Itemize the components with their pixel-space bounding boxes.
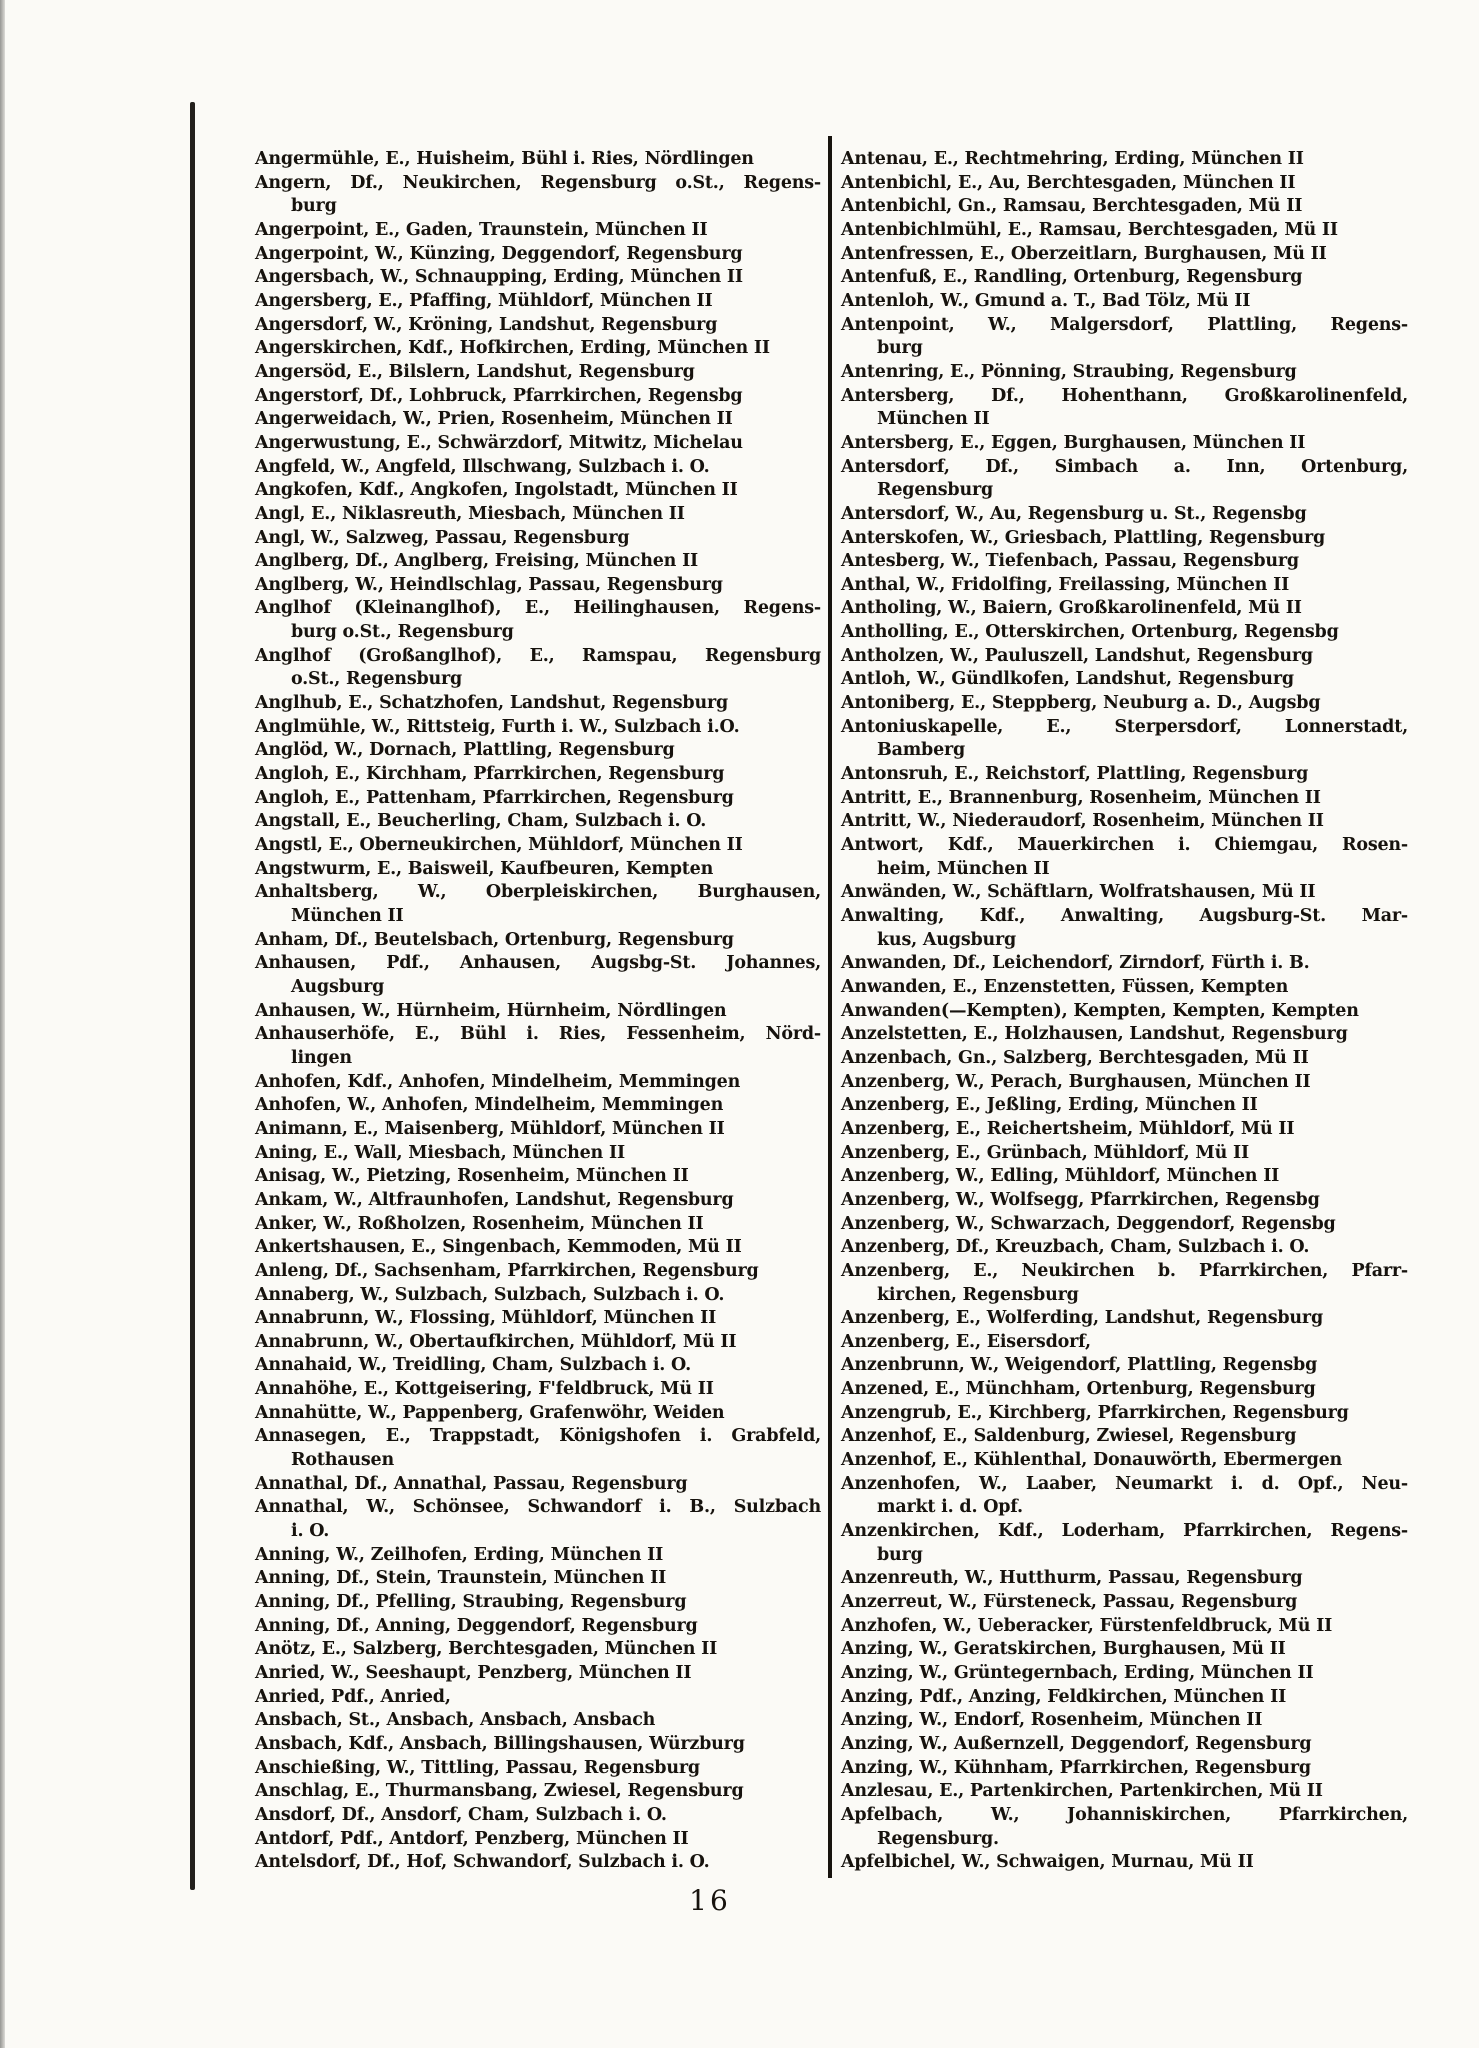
entry-line: Antenbichl, E., Au, Berchtesgaden, München II <box>841 172 1296 193</box>
column-divider <box>828 136 832 1878</box>
entry-line: Anzenberg, E., Wolferding, Landshut, Regensburg <box>841 1308 1323 1329</box>
entry-line: Angerwustung, E., Schwärzdorf, Mitwitz, Michelau <box>255 432 743 453</box>
entry-line: Annaberg, W., Sulzbach, Sulzbach, Sulzbach i. O. <box>255 1284 725 1305</box>
entry-line: Antenpoint, W., Malgersdorf, Plattling, Regens- <box>841 314 1408 335</box>
entry-line: Anglhub, E., Schatzhofen, Landshut, Regensburg <box>255 693 729 714</box>
entry-line: Angkofen, Kdf., Angkofen, Ingolstadt, München II <box>255 480 738 501</box>
entry-line: Angl, E., Niklasreuth, Miesbach, München II <box>255 503 685 524</box>
entry-line: Anleng, Df., Sachsenham, Pfarrkirchen, Regensburg <box>255 1260 759 1281</box>
entry-line: Anglhof (Großanglhof), E., Ramspau, Regensburg <box>255 645 821 666</box>
entry-line: Anzenberg, E., Neukirchen b. Pfarrkirchen, Pfarr- <box>841 1260 1408 1281</box>
entry-line: Ansbach, Kdf., Ansbach, Billingshausen, Würzburg <box>255 1733 745 1754</box>
entry-line: Anschlag, E., Thurmansbang, Zwiesel, Regensburg <box>255 1781 744 1802</box>
entry-line: Antholzen, W., Pauluszell, Landshut, Regensburg <box>841 645 1313 666</box>
entry-line: Anzerreut, W., Fürsteneck, Passau, Regensburg <box>841 1592 1298 1613</box>
entry-line: Antritt, W., Niederaudorf, Rosenheim, München II <box>841 811 1324 832</box>
entry-line: Anwanden, Df., Leichendorf, Zirndorf, Fürth i. B. <box>841 953 1310 974</box>
entry-line: München II <box>291 906 404 926</box>
entry-line: Anried, W., Seeshaupt, Penzberg, München II <box>255 1663 692 1683</box>
entry-line: burg o.St., Regensburg <box>291 622 514 643</box>
entry-line: Apfelbach, W., Johanniskirchen, Pfarrkirchen, <box>841 1804 1408 1825</box>
entry-line: Anried, Pdf., Anried, <box>255 1686 451 1707</box>
entry-line: Angerpoint, W., Künzing, Deggendorf, Regensburg <box>255 243 743 264</box>
entry-line: Anning, Df., Anning, Deggendorf, Regensburg <box>255 1615 698 1636</box>
entry-line: Anterskofen, W., Griesbach, Plattling, Regensburg <box>841 527 1326 548</box>
entry-line: Angerskirchen, Kdf., Hofkirchen, Erding, München II <box>255 338 770 359</box>
entry-line: Anglberg, W., Heindlschlag, Passau, Regensburg <box>255 574 723 595</box>
entry-line: Angloh, E., Kirchham, Pfarrkirchen, Regensburg <box>255 764 725 785</box>
entry-line: Angerweidach, W., Prien, Rosenheim, München II <box>255 409 733 430</box>
entry-line: Anhausen, Pdf., Anhausen, Augsbg-St. Johannes, <box>255 953 821 974</box>
entry-line: Animann, E., Maisenberg, Mühldorf, München II <box>255 1118 725 1139</box>
entry-line: Anisag, W., Pietzing, Rosenheim, München II <box>255 1166 689 1187</box>
entry-line: Antenau, E., Rechtmehring, Erding, München II <box>841 149 1304 169</box>
entry-line: Anning, W., Zeilhofen, Erding, München II <box>255 1544 664 1565</box>
entry-line: Anzelstetten, E., Holzhausen, Landshut, Regensburg <box>841 1024 1348 1045</box>
entry-line: Anzenbach, Gn., Salzberg, Berchtesgaden, Mü II <box>841 1047 1309 1068</box>
entry-line: Antenloh, W., Gmund a. T., Bad Tölz, Mü II <box>841 290 1251 311</box>
entry-line: Angersberg, E., Pfaffing, Mühldorf, München II <box>255 290 713 311</box>
entry-line: Annahöhe, E., Kottgeisering, F'feldbruck, Mü II <box>255 1379 714 1400</box>
entry-line: Antenbichl, Gn., Ramsau, Berchtesgaden, Mü II <box>841 196 1303 217</box>
entry-line: Anschießing, W., Tittling, Passau, Regensburg <box>255 1757 700 1778</box>
entry-line: Angerpoint, E., Gaden, Traunstein, München II <box>255 219 708 240</box>
entry-line: Anzlesau, E., Partenkirchen, Partenkirchen, Mü II <box>841 1781 1323 1802</box>
entry-line: Aning, E., Wall, Miesbach, München II <box>255 1142 625 1163</box>
entry-line: Antenbichlmühl, E., Ramsau, Berchtesgaden, Mü II <box>841 219 1338 240</box>
entry-line: Angern, Df., Neukirchen, Regensburg o.St., Regens- <box>255 172 821 193</box>
entry-line: Regensburg <box>877 480 994 501</box>
entry-line: Antenfuß, E., Randling, Ortenburg, Regensburg <box>841 267 1303 288</box>
gutter-shadow-line <box>190 102 195 1890</box>
right-column <box>841 148 1408 1875</box>
entry-line: Antloh, W., Gündlkofen, Landshut, Regensburg <box>841 669 1294 690</box>
entry-line: Anglhof (Kleinanglhof), E., Heilinghausen, Regens- <box>255 598 821 619</box>
entry-line: Anwanden, E., Enzenstetten, Füssen, Kempten <box>841 976 1289 997</box>
entry-line: burg <box>291 196 337 217</box>
entry-line: Anzenhofen, W., Laaber, Neumarkt i. d. Opf., Neu- <box>841 1473 1408 1494</box>
entry-line: Angfeld, W., Angfeld, Illschwang, Sulzbach i. O. <box>255 456 710 477</box>
entry-line: o.St., Regensburg <box>291 669 463 690</box>
entry-line: Annathal, W., Schönsee, Schwandorf i. B., Sulzbach <box>255 1497 821 1518</box>
entry-line: Anwalting, Kdf., Anwalting, Augsburg-St. Mar- <box>841 906 1408 926</box>
entry-line: Anzing, W., Außernzell, Deggendorf, Regensburg <box>841 1733 1312 1754</box>
entry-line: Anzenberg, W., Edling, Mühldorf, München II <box>841 1166 1280 1187</box>
entry-line: Anwänden, W., Schäftlarn, Wolfratshausen, Mü II <box>841 882 1316 903</box>
entry-line: Antritt, E., Brannenburg, Rosenheim, München II <box>841 787 1321 808</box>
entry-line: Regensburg. <box>877 1828 999 1849</box>
entry-line: Anhauserhöfe, E., Bühl i. Ries, Fessenheim, Nörd- <box>255 1024 821 1045</box>
entry-line: Anzenberg, W., Schwarzach, Deggendorf, Regensbg <box>841 1213 1336 1234</box>
entry-line: Anzenberg, W., Perach, Burghausen, München II <box>841 1071 1311 1092</box>
entry-line: Angermühle, E., Huisheim, Bühl i. Ries, Nördlingen <box>255 149 754 169</box>
entry-line: Angstwurm, E., Baisweil, Kaufbeuren, Kempten <box>255 858 714 879</box>
entry-line: Angersdorf, W., Kröning, Landshut, Regensburg <box>255 314 718 335</box>
entry-line: Ansbach, St., Ansbach, Ansbach, Ansbach <box>255 1710 656 1731</box>
entry-line: Anhofen, Kdf., Anhofen, Mindelheim, Memmingen <box>255 1071 741 1092</box>
scan-edge-shadow <box>0 0 5 2048</box>
entry-line: Rothausen <box>291 1450 394 1471</box>
entry-line: Anning, Df., Pfelling, Straubing, Regensburg <box>255 1592 687 1613</box>
entry-line: Antesberg, W., Tiefenbach, Passau, Regensburg <box>841 551 1299 572</box>
entry-line: Antenfressen, E., Oberzeitlarn, Burghausen, Mü II <box>841 243 1327 264</box>
entry-line: Anhofen, W., Anhofen, Mindelheim, Memmingen <box>255 1095 724 1116</box>
entry-line: Angloh, E., Pattenham, Pfarrkirchen, Regensburg <box>255 787 734 808</box>
entry-line: Angersbach, W., Schnaupping, Erding, München II <box>255 267 743 288</box>
entry-line: Antelsdorf, Df., Hof, Schwandorf, Sulzbach i. O. <box>255 1852 710 1873</box>
entry-line: Anzenbrunn, W., Weigendorf, Plattling, Regensbg <box>841 1355 1318 1376</box>
entry-line: Annahütte, W., Pappenberg, Grafenwöhr, Weiden <box>255 1402 725 1423</box>
entry-line: i. O. <box>291 1521 330 1542</box>
entry-line: Anzenberg, E., Jeßling, Erding, München II <box>841 1095 1258 1116</box>
entry-line: Antholing, W., Baiern, Großkarolinenfeld, Mü II <box>841 598 1302 619</box>
entry-line: Apfelbichel, W., Schwaigen, Murnau, Mü II <box>841 1852 1254 1873</box>
entry-line: Anning, Df., Stein, Traunstein, München II <box>255 1568 667 1589</box>
entry-line: markt i. d. Opf. <box>877 1497 1023 1518</box>
entry-line: Anzhofen, W., Ueberacker, Fürstenfeldbruck, Mü II <box>841 1615 1333 1636</box>
entry-line: Antersberg, E., Eggen, Burghausen, München II <box>841 432 1306 453</box>
entry-line: Annabrunn, W., Obertaufkirchen, Mühldorf, Mü II <box>255 1331 737 1352</box>
entry-line: Ankertshausen, E., Singenbach, Kemmoden, Mü II <box>255 1237 742 1258</box>
entry-line: Antersdorf, Df., Simbach a. Inn, Ortenburg, <box>841 456 1408 477</box>
entry-line: Augsburg <box>291 976 385 997</box>
entry-line: Anzened, E., Münchham, Ortenburg, Regensburg <box>841 1379 1316 1400</box>
entry-line: Anzenberg, E., Eisersdorf, <box>841 1331 1091 1352</box>
entry-line: Anzing, W., Geratskirchen, Burghausen, Mü II <box>841 1639 1286 1660</box>
entry-line: Anhaltsberg, W., Oberpleiskirchen, Burghausen, <box>255 882 821 903</box>
entry-line: Anzing, W., Kühnham, Pfarrkirchen, Regensburg <box>841 1757 1311 1778</box>
entry-line: Bamberg <box>877 740 966 761</box>
entry-line: Antonsruh, E., Reichstorf, Plattling, Regensburg <box>841 764 1309 785</box>
entry-line: Ansdorf, Df., Ansdorf, Cham, Sulzbach i. O. <box>255 1804 667 1825</box>
entry-line: Anzenberg, E., Grünbach, Mühldorf, Mü II <box>841 1142 1249 1163</box>
entry-line: Angerstorf, Df., Lohbruck, Pfarrkirchen, Regensbg <box>255 385 743 406</box>
entry-line: Anker, W., Roßholzen, Rosenheim, München II <box>255 1213 704 1234</box>
entry-line: Angstl, E., Oberneukirchen, Mühldorf, München II <box>255 835 743 856</box>
entry-line: Antoniberg, E., Steppberg, Neuburg a. D., Augsbg <box>841 693 1321 714</box>
entry-line: Anzenhof, E., Kühlenthal, Donauwörth, Ebermergen <box>841 1450 1343 1471</box>
entry-line: Anötz, E., Salzberg, Berchtesgaden, München II <box>255 1639 718 1660</box>
entry-line: Anzenberg, E., Reichertsheim, Mühldorf, Mü II <box>841 1118 1295 1139</box>
entry-line: kirchen, Regensburg <box>877 1284 1079 1305</box>
entry-line: burg <box>877 1544 923 1565</box>
entry-line: Anham, Df., Beutelsbach, Ortenburg, Regensburg <box>255 929 734 950</box>
entry-line: Anglöd, W., Dornach, Plattling, Regensburg <box>255 740 675 761</box>
entry-line: kus, Augsburg <box>877 929 1017 950</box>
entry-line: Antersberg, Df., Hohenthann, Großkarolinenfeld, <box>841 385 1408 406</box>
entry-line: Anzing, W., Endorf, Rosenheim, München II <box>841 1710 1263 1731</box>
entry-line: Anzenberg, W., Wolfsegg, Pfarrkirchen, Regensbg <box>841 1189 1320 1210</box>
entry-line: Ankam, W., Altfraunhofen, Landshut, Regensburg <box>255 1189 734 1210</box>
entry-line: heim, München II <box>877 858 1050 879</box>
entry-line: Angstall, E., Beucherling, Cham, Sulzbach i. O. <box>255 811 707 832</box>
entry-line: Antdorf, Pdf., Antdorf, Penzberg, München II <box>255 1828 689 1849</box>
entry-line: Antoniuskapelle, E., Sterpersdorf, Lonnerstadt, <box>841 716 1408 737</box>
page-number: 16 <box>689 1884 731 1917</box>
entry-line: Anhausen, W., Hürnheim, Hürnheim, Nördlingen <box>255 1000 727 1021</box>
entry-line: Anzing, Pdf., Anzing, Feldkirchen, München II <box>841 1686 1287 1707</box>
entry-line: Anzenberg, Df., Kreuzbach, Cham, Sulzbach i. O. <box>841 1237 1310 1258</box>
entry-line: Anzengrub, E., Kirchberg, Pfarrkirchen, Regensburg <box>841 1402 1349 1423</box>
entry-line: Annathal, Df., Annathal, Passau, Regensburg <box>255 1473 688 1494</box>
entry-line: Antholling, E., Otterskirchen, Ortenburg, Regensbg <box>841 622 1339 643</box>
left-column <box>255 148 821 1875</box>
entry-line: Anzenhof, E., Saldenburg, Zwiesel, Regensburg <box>841 1426 1297 1447</box>
entry-line: Annahaid, W., Treidling, Cham, Sulzbach i. O. <box>255 1355 691 1376</box>
entry-line: Antenring, E., Pönning, Straubing, Regensburg <box>841 361 1297 382</box>
entry-line: lingen <box>291 1047 352 1068</box>
entry-line: Anzenreuth, W., Hutthurm, Passau, Regensburg <box>841 1568 1303 1589</box>
entry-line: Anzing, W., Grüntegernbach, Erding, München II <box>841 1663 1314 1683</box>
entry-line: Annasegen, E., Trappstadt, Königshofen i. Grabfeld, <box>255 1426 821 1447</box>
entry-line: Annabrunn, W., Flossing, Mühldorf, München II <box>255 1308 717 1329</box>
entry-line: Anzenkirchen, Kdf., Loderham, Pfarrkirchen, Regens- <box>841 1521 1408 1542</box>
entry-line: Anglmühle, W., Rittsteig, Furth i. W., Sulzbach i.O. <box>255 716 740 737</box>
entry-line: burg <box>877 338 923 359</box>
entry-line: München II <box>877 409 990 430</box>
entry-line: Antwort, Kdf., Mauerkirchen i. Chiemgau, Rosen- <box>841 835 1408 856</box>
entry-line: Anthal, W., Fridolfing, Freilassing, München II <box>841 574 1290 595</box>
entry-line: Anwanden(—Kempten), Kempten, Kempten, Kempten <box>841 1000 1359 1021</box>
entry-line: Angl, W., Salzweg, Passau, Regensburg <box>255 527 630 548</box>
entry-line: Antersdorf, W., Au, Regensburg u. St., Regensbg <box>841 503 1307 524</box>
entry-line: Anglberg, Df., Anglberg, Freising, München II <box>255 551 699 572</box>
entry-line: Angersöd, E., Bilslern, Landshut, Regensburg <box>255 361 695 382</box>
